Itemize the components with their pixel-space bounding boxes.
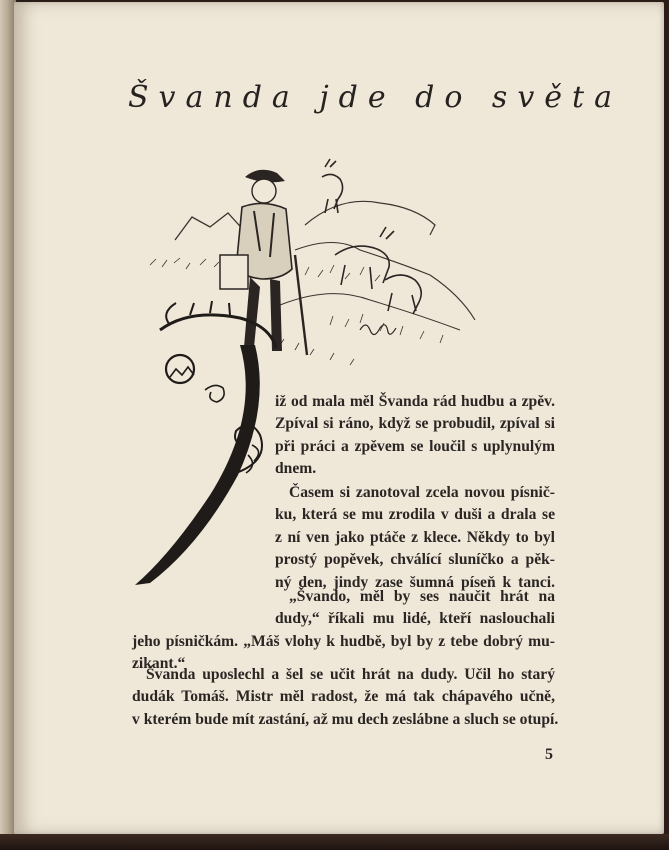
text-line: při práci a zpěvem se loučil s uplynulým <box>275 437 555 455</box>
text-line: z ní ven jako ptáče z klece. Někdy to byl <box>275 528 555 546</box>
chapter-title: Švanda jde do světa <box>128 80 622 115</box>
text-line: Časem si zanotoval zcela novou písnič- <box>289 484 555 501</box>
text-line: ný den, jindy zase šumná píseň k tanci. <box>275 573 555 591</box>
text-line: zikant.“ <box>132 655 186 673</box>
text-line: „Švando, měl by ses naučit hrát na <box>289 588 555 605</box>
paragraph-4 <box>132 664 559 731</box>
text-line: ku, která se mu zrodila v duši a drala se <box>275 506 555 524</box>
paragraph-1 <box>275 391 555 481</box>
paragraph-3 <box>132 586 555 676</box>
book-bottom-edge <box>0 834 669 850</box>
text-line: jeho písničkám. „Máš vlohy k hudbě, byl by z tebe dobrý mu- <box>132 632 555 650</box>
paragraph-2 <box>275 482 555 594</box>
text-line: Zpíval si ráno, když se probudil, zpíval si <box>275 415 555 433</box>
text-line: Švanda uposlechl a šel se učit hrát na dudy. Učil ho starý <box>146 666 555 683</box>
text-line: dudy,“ říkali mu lidé, kteří naslouchali <box>275 610 555 628</box>
text-line: prostý popěvek, chválící sluníčko a pěk- <box>275 551 555 569</box>
text-line: v kterém bude mít zastání, až mu dech zeslábne a sluch se otupí. <box>132 710 559 728</box>
text-line: iž od mala měl Švanda rád hudbu a zpěv. <box>275 393 555 410</box>
text-line: dnem. <box>275 460 317 478</box>
page-number: 5 <box>545 746 553 763</box>
text-line: dudák Tomáš. Mistr měl radost, že má tak chápavého učně, <box>132 688 555 706</box>
